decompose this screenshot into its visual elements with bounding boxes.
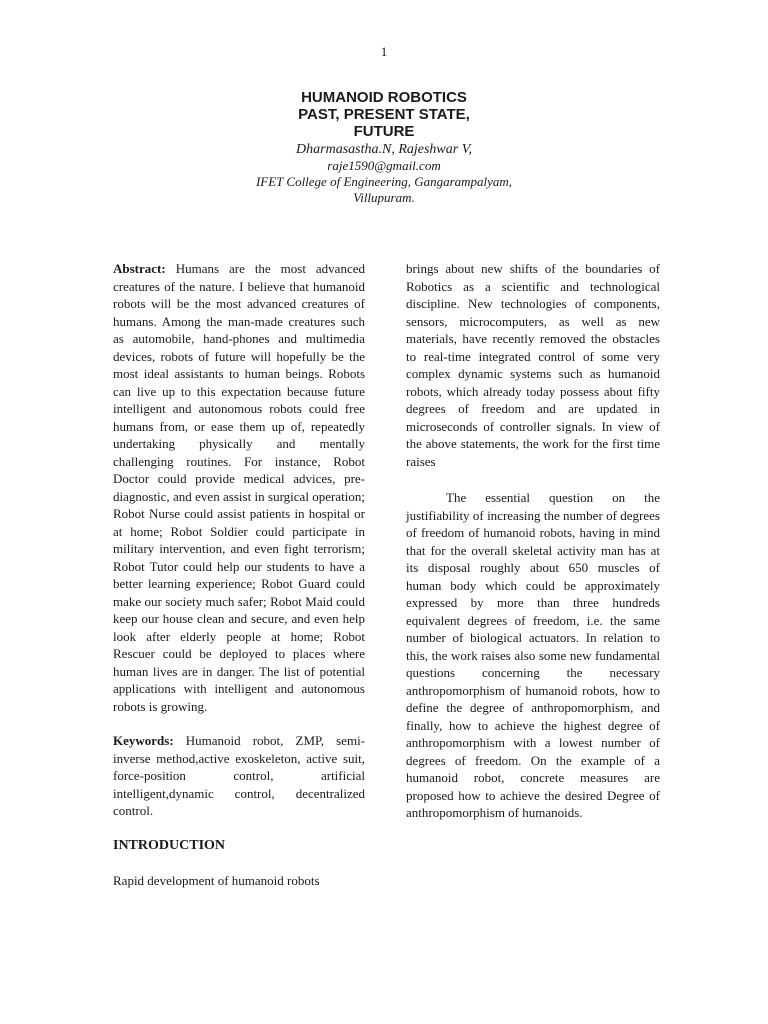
paper-title-line-2: PAST, PRESENT STATE, [298,106,470,123]
keywords-label: Keywords: [113,733,174,748]
page-number: 1 [380,44,388,59]
paper-header [0,89,768,206]
authors: Dharmasastha.N, Rajeshwar V, [296,142,472,157]
essential-question-paragraph: The essential question on the justifiability of increasing the number of degrees of freedom of humanoid robots, having in mind that for the overall skeletal activity man has at its disposal roughly about 650 muscles of human body which could be approximately expressed by more than three hundreds equivalent degrees of freedom, i.e. the same number of biological actuators. In relation to this, the work raises also some new fundamental questions concerning the necessary anthropomorphism of humanoid robots, how to define the degree of anthropomorphism, and finally, how to achieve the highest degree of anthropomorphism with a lowest number of degrees of freedom. On the example of a humanoid robot, concrete measures are proposed how to achieve the desired Degree of anthropomorphism of humanoids. [406,490,660,820]
left-column [113,260,365,889]
right-column [406,260,660,822]
introduction-opening: Rapid development of humanoid robots [113,872,320,888]
introduction-heading: INTRODUCTION [113,837,226,853]
affiliation-place: Villupuram. [353,190,415,205]
abstract-text: Humans are the most advanced creatures of the nature. I believe that humanoid robots will be the most advanced creatures of humans. Among the man-made creatures such as automobile, hand-phones and multimedia devices, robots of future will hopefully be the most ideal assistants to human beings. Robots can live up to this expectation because future intelligent and autonomous robots could free humans from, or ease them up of, repeatedly undertaking physically and mentally challenging routines. For instance, Robot Doctor could provide medical advices, pre-diagnostic, and even assist in surgical operation; Robot Nurse could assist patients in hospital or at home; Robot Soldier could participate in military intervention, and even fight terrorism; Robot Tutor could help our students to have a better learning experience; Robot Guard could make our society much safer; Robot Maid could keep our house clean and secure, and even help look after elderly people at home; Robot Rescuer could be deployed to places where human lives are in danger. The list of potential applications with intelligent and autonomous robots is growing. [113,261,365,714]
abstract-label: Abstract: [113,261,166,276]
paper-title-line-3: FUTURE [353,123,415,140]
keywords-text: Humanoid robot, ZMP, semi- inverse method,active exoskeleton, active suit, force-position control, artificial intelligent,dynamic control, decentralized control. [113,733,366,818]
keywords-paragraph [113,732,365,820]
paper-title-line-1: HUMANOID ROBOTICS [301,89,467,106]
affiliation: IFET College of Engineering, Gangarampalyam, [255,174,513,189]
intro-continuation-paragraph: brings about new shifts of the boundaries of Robotics as a scientific and technological discipline. New technologies of components, sensors, microcomputers, as well as new materials, have recently removed the obstacles to real-time integrated control of some very complex dynamic systems such as humanoid robots, which already today possess about fifty degrees of freedom and are updated in microseconds of controller signals. In view of the above statements, the work for the first time raises [406,261,660,469]
author-email: raje1590@gmail.com [327,158,441,173]
abstract-paragraph [113,260,365,715]
